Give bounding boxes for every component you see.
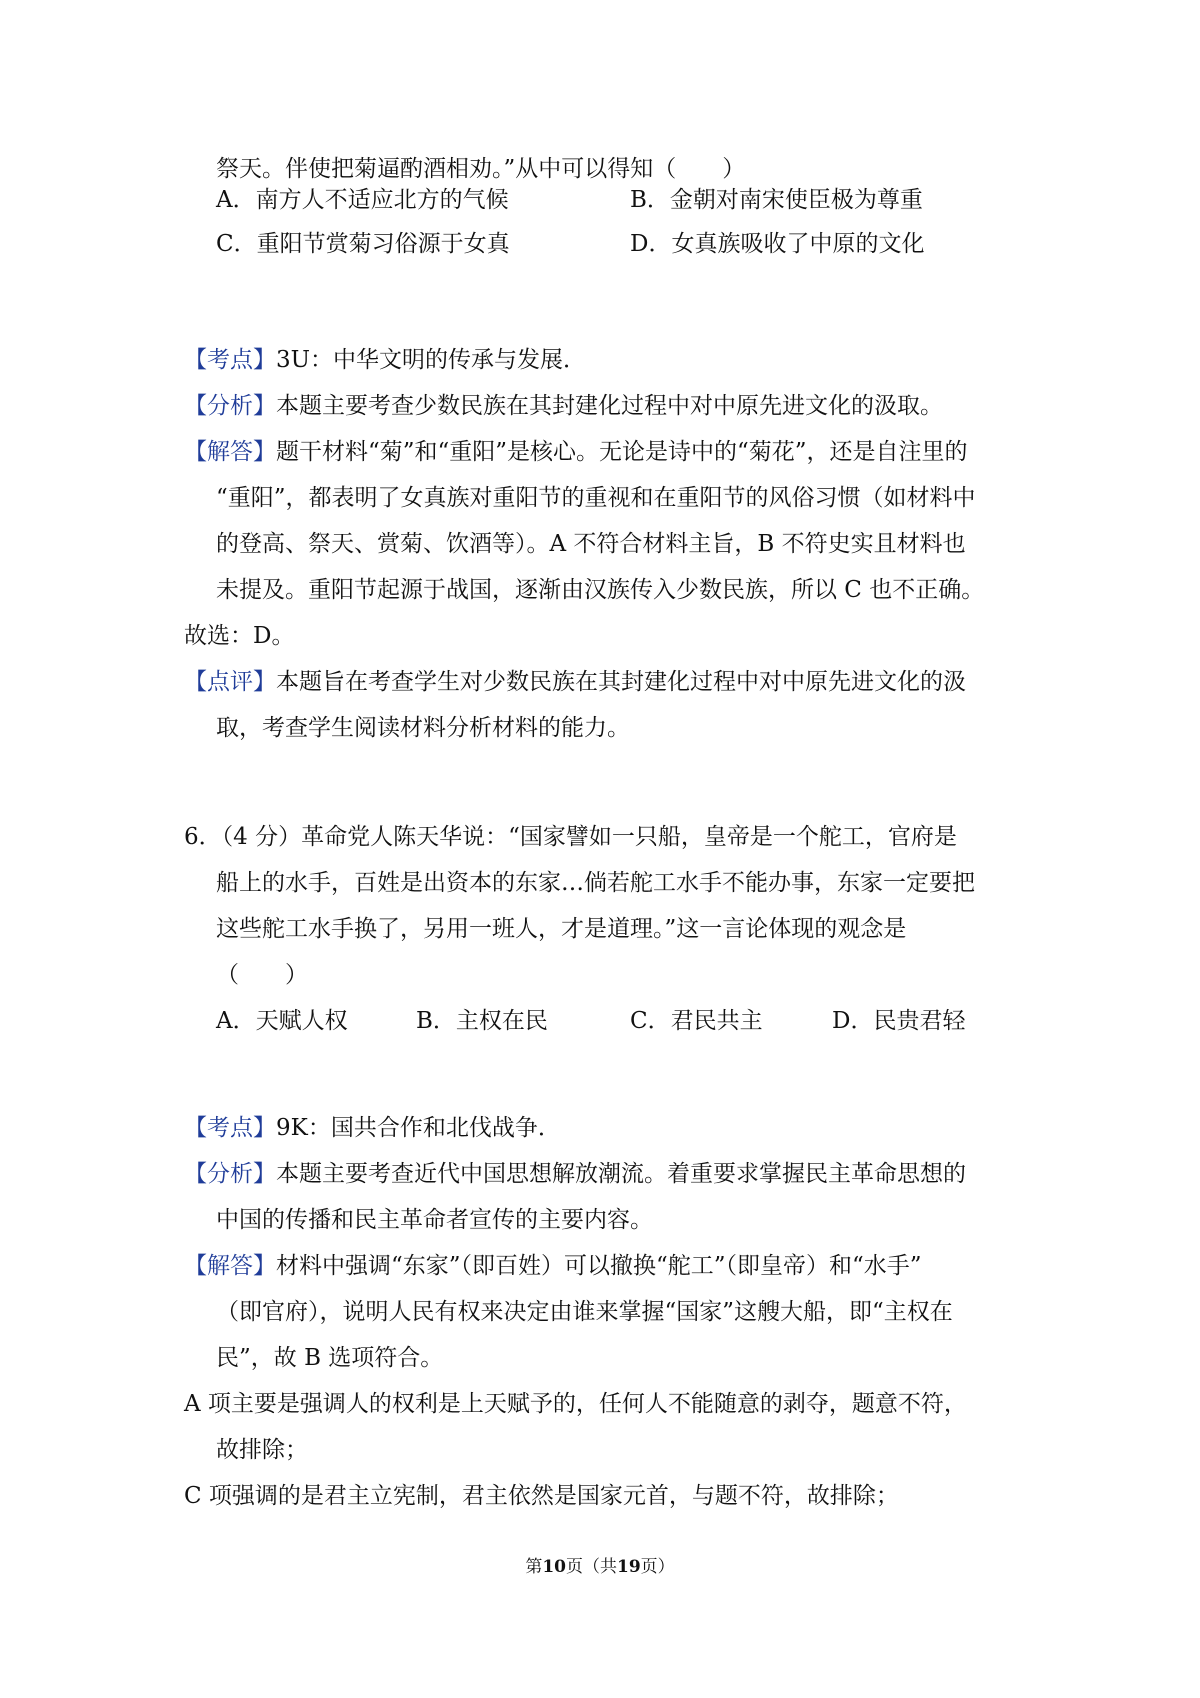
q5-option-d: D．女真族吸收了中原的文化 [630, 231, 925, 257]
dianping-text: 本题旨在考查学生对少数民族在其封建化过程中对中原先进文化的汲 [276, 669, 966, 695]
q5-option-a: A．南方人不适应北方的气候 [216, 187, 509, 213]
q6-jieda [184, 1243, 1044, 1289]
jieda-text: 题干材料“菊”和“重阳”是核心。无论是诗中的“菊花”，还是自注里的 [276, 439, 968, 465]
footer-middle: 页（共 [566, 1557, 617, 1577]
jieda-tag: 【解答】 [184, 1253, 276, 1279]
q6-option-c: C．君民共主 [630, 1008, 763, 1034]
q6-option-d: D．民贵君轻 [832, 1008, 966, 1034]
fenxi-tag: 【分析】 [184, 393, 276, 419]
kaodian-tag: 【考点】 [184, 1115, 276, 1141]
footer-prefix: 第 [525, 1557, 543, 1577]
fenxi-tag: 【分析】 [184, 1161, 276, 1187]
q6-jieda-line: 民”，故 B 选项符合。 [216, 1345, 444, 1371]
fenxi-text: 本题主要考查少数民族在其封建化过程中对中原先进文化的汲取。 [276, 393, 943, 419]
q6-stem-line: （ ） [216, 962, 308, 988]
q6-extra-line: 故排除； [216, 1437, 308, 1463]
q5-fenxi [184, 383, 1044, 429]
page-footer [0, 1555, 1200, 1579]
q6-jieda-line: （即官府），说明人民有权来决定由谁来掌握“国家”这艘大船，即“主权在 [216, 1299, 953, 1325]
jieda-tag: 【解答】 [184, 439, 276, 465]
q6-fenxi-line: 中国的传播和民主革命者宣传的主要内容。 [216, 1207, 653, 1233]
q6-kaodian [184, 1105, 1044, 1151]
footer-suffix: 页） [640, 1557, 675, 1577]
q5-kaodian [184, 337, 1044, 383]
q6-stem-line: 船上的水手，百姓是出资本的东家…倘若舵工水手不能办事，东家一定要把 [216, 870, 975, 896]
q5-option-c: C．重阳节赏菊习俗源于女真 [216, 231, 510, 257]
q5-stem-tail: 祭天。伴使把菊逼酌酒相劝。”从中可以得知（ ） [216, 156, 746, 182]
fenxi-text: 本题主要考查近代中国思想解放潮流。着重要求掌握民主革命思想的 [276, 1161, 966, 1187]
q6-option-a: A．天赋人权 [216, 1008, 348, 1034]
kaodian-text: 9K：国共合作和北伐战争． [276, 1115, 561, 1141]
page-number: 10 [542, 1557, 566, 1577]
kaodian-tag: 【考点】 [184, 347, 276, 373]
q6-option-b: B．主权在民 [416, 1008, 548, 1034]
q5-jieda-line: “重阳”，都表明了女真族对重阳节的重视和在重阳节的风俗习惯（如材料中 [216, 485, 976, 511]
kaodian-text: 3U：中华文明的传承与发展． [276, 347, 587, 373]
q5-jieda [184, 429, 1044, 475]
q6-stem: 6．（4 分）革命党人陈天华说：“国家譬如一只船，皇帝是一个舵工，官府是 [184, 824, 957, 850]
q5-jieda-line: 未提及。重阳节起源于战国，逐渐由汉族传入少数民族，所以 C 也不正确。 [216, 577, 985, 603]
dianping-tag: 【点评】 [184, 669, 276, 695]
q6-stem-line: 这些舵工水手换了，另用一班人，才是道理。”这一言论体现的观念是 [216, 916, 907, 942]
jieda-text: 材料中强调“东家”（即百姓）可以撤换“舵工”（即皇帝）和“水手” [276, 1253, 922, 1279]
q6-extra-line: A 项主要是强调人的权利是上天赋予的，任何人不能随意的剥夺，题意不符， [184, 1391, 967, 1417]
q5-jieda-line: 的登高、祭天、赏菊、饮酒等）。A 不符合材料主旨，B 不符史实且材料也 [216, 531, 966, 557]
q5-option-b: B．金朝对南宋使臣极为尊重 [630, 187, 923, 213]
q6-extra-line: C 项强调的是君主立宪制，君主依然是国家元首，与题不符，故排除； [184, 1483, 899, 1509]
q5-answer: 故选：D。 [184, 623, 295, 649]
q5-dianping [184, 659, 1044, 705]
total-pages: 19 [617, 1557, 641, 1577]
q6-fenxi [184, 1151, 1044, 1197]
q5-dianping-line: 取，考查学生阅读材料分析材料的能力。 [216, 715, 630, 741]
